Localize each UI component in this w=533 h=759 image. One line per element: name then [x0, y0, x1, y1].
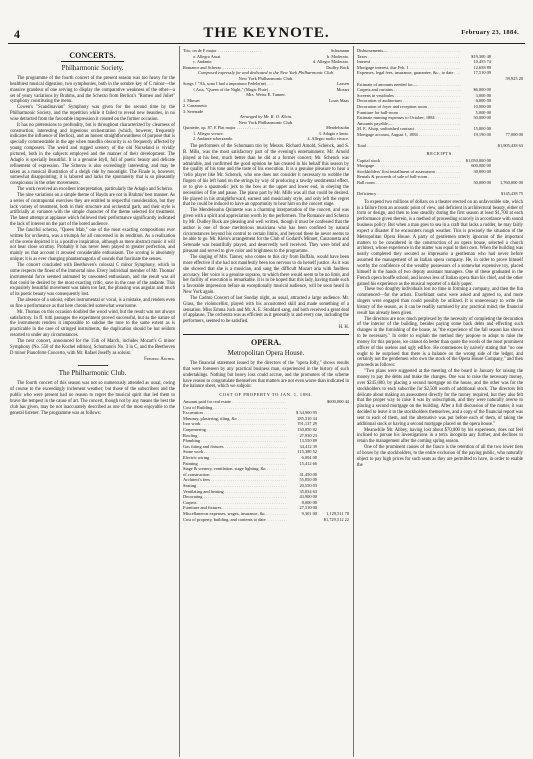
concert-programme — [183, 125, 349, 142]
table-amount: 6,000 00 — [475, 98, 491, 104]
article-body — [183, 144, 349, 325]
paragraph: The concert concluded with Beethoven's colossal C minor Symphony, which in some respects the finest of the immortal nine. Every individual member of Mr. Thomas' instrumental force seemed animated by unwonted enthusiasm, and the result was all that could be desired by the most exacting critic, save in the case of the andante. This exquisitely beautiful movement was taken too fast, the phrasing was angular and much of its poetic beauty was consequently lost. — [10, 263, 175, 298]
table-amount: 6,004 08 — [301, 454, 317, 460]
table-amount — [287, 517, 317, 523]
table-label: Mortgage account, August 1, 1884 . . . — [357, 132, 461, 138]
table-label: Gas fitting and fixtures . . . — [183, 444, 287, 450]
section-heading: CONCERTS. — [10, 51, 175, 62]
paragraph: The fourth concert of this season was not so numerously attended as usual, owing of course to the exceedingly inclement weather; but those of the subscribers and the public who were present had no reason to regret the musical spirit that led them to brave the tempest in the cause of art. The concert, though not by any means the best the club has given, may be not inaccurately described as one of the most enjoyable to the general listener. The programme was as follows: — [10, 381, 175, 416]
table-row — [183, 517, 349, 523]
table-label: Estimate of amounts needed for— . . . — [357, 82, 461, 88]
column-divider — [353, 46, 354, 757]
paragraph: The next concert, announced for the 15th of March, includes Mozart's G minor Symphony (No. 550 of the Kochel edition), Schumann's No. 3 in C, and the Beethoven D minor Pianoforte Concerto, with Mr. Rafael Joseffy as soloist. — [10, 338, 175, 356]
masthead — [8, 27, 525, 41]
byline: H. H. — [338, 325, 349, 331]
table-label: Deficiency . . . — [357, 191, 461, 197]
table-total: $600,000 44 — [327, 399, 349, 405]
table-label: Plumbing . . . — [183, 438, 287, 444]
table-amount: 3,000 00 — [475, 92, 491, 98]
financial-table — [357, 158, 523, 197]
table-total: $145,438 75 — [501, 191, 523, 197]
table-row — [357, 191, 523, 197]
table-label: Electric wiring . . . — [183, 455, 287, 461]
programme-note: Composed expressly for and dedicated to the New York Philharmonic Club. — [197, 70, 335, 75]
table-amount: 34,412 39 — [299, 443, 317, 449]
table-amount: 20,550 03 — [299, 482, 317, 488]
table-amount: 10,000 00 — [473, 103, 491, 109]
table-amount: $ 34,900 95 — [296, 410, 317, 416]
section-rule — [183, 334, 349, 335]
paragraph: The singing of Mrs. Tanner, who comes to this city from Buffalo, would have been more effective if she had not manifestly been too nervous to do herself justice. As it was she showed that she is a musician, and sang the difficult Mozart aria with faultless accuracy. Her voice is a genuine soprano, to which there would seem to be no limit, and her facility of execution is remarkable. It is to be hoped that this lady, having made such a favorable impression before an exceptionally musical audience, will be soon heard in New York again. — [183, 255, 349, 296]
paragraph: Mr. Thomas on this occasion doubled the wood wind, but the result was not always satisfactory. In ff. tutti passages the experiment proved successful, but as the nature of the instruments renders it impossible to subdue the tone to the same extent as is practicable in the case of stringed instruments, the duplication should be but seldom resorted to under any circumstances. — [10, 309, 175, 339]
programme-piece: Romance and Scherzo . . . . . . . . . . . . . . . . . . . — [183, 64, 263, 70]
table-amount: 8,000 00 — [301, 499, 317, 505]
programme-composer: Lassen — [337, 81, 349, 87]
programme-note: New York Philharmonic Club. — [238, 119, 294, 125]
table-amount: 43,900 00 — [299, 494, 317, 500]
paragraph: The absence of a soloist, either instrumental or vocal, is a mistake, and renders even so fine a performance as that here chronicled somewhat wearisome. — [10, 298, 175, 309]
table-label: Carpets and curtains . . . — [357, 87, 461, 93]
table-amount: 9,301 00 — [301, 510, 317, 516]
table-amount: 12,658 89 — [473, 64, 491, 70]
table-label: Decoration of foyer and reception room . . . — [357, 104, 461, 110]
article-separator — [78, 365, 108, 366]
column-2 — [183, 48, 349, 759]
article-heading: Philharmonic Society. — [61, 64, 124, 72]
table-amount: 17,510 09 — [473, 70, 491, 76]
table-amount: 50,000 00 — [473, 179, 491, 185]
programme-piece: a. Allegro Assai. — [193, 53, 222, 59]
programme-piece: Quintette, op. 87, E Flat major . . . . . . . . . . . . . . — [183, 125, 266, 131]
table-label: M. E. Alsop, unfinished contract . . . — [357, 126, 461, 132]
table-amount: 600,000 00 — [471, 163, 491, 169]
article-body: The financial statement issued by the directors of the "opera folly," shows results that were foreseen by any practical business man, experienced in the history of such undertakings. Nothing but heavy loss could accrue, and the promoters of the scheme have reason to congratulate themselves that matters are not even worse than indicated in the balance sheet, which we subjoin: — [183, 360, 349, 390]
table-amount: 19,190 00 — [473, 131, 491, 137]
table-label: Stone work . . . — [183, 449, 287, 455]
table-label: Estimate running expenses to October, 1884 . . . — [357, 115, 461, 121]
table-label: Decoration of auditorium . . . — [357, 98, 461, 104]
table-label: Expenses, legal fees, insurance, guarantee, &c., to date . . . — [357, 70, 461, 76]
table-label: Masonry, plastering, tiling, &c . . . — [183, 416, 287, 422]
concert-programme — [183, 98, 349, 115]
table-label: Mortgage interest, due Feb. 1 . . . — [357, 65, 461, 71]
table-amount: $19,300 48 — [471, 53, 491, 59]
paragraph: To expend two millions of dollars on a theater erected on an unfavorable site, which is a failure from an acoustic point of view, and deficient in architectural beauty, either of form or design, and then to lose steadily during the first season at least $1,700 at each performance given therein, is a method of proceeding scarcely in accordance with sound business policy. But when a man goes to sea in a craft that lacks a rudder, he may fairly expect a disaster if he encounters rough weather. This is precisely the situation of the Metropolitan Opera House. A party of gentlemen utterly ignorant of the important matters to be considered in the construction of an opera house, selected a church architect, whose experience in the matter was equal to their own. When the building was nearly completed they secured as impresario a gentleman who had never before assumed the management of an Italian opera company. He, in order to prove himself worthy the confidence of the wealthy possessors of a somewhat expensive toy, placed himself in the hands of two deputy assistant managers. One of these graduated in the French opera bouffe school, and knows less of Italian opera than his chief, and the other gained his experience as the musical reporter of a daily paper. — [357, 199, 523, 287]
programme-note: Mrs. Weiss E. Tanner. — [246, 92, 286, 98]
table-label: Amounts payable— . . . — [357, 121, 461, 127]
table-amount: $6,000 00 — [473, 87, 491, 93]
paragraph: These two doughty individuals lost no time in forming a company, and then the fun commenced—for the artists. Exorbitant sums were asked and agreed to, and more singers were engaged than could possibly be utilized. It is unnecessary to write the history of the season, as it can be readily surmised by any practical mind; the financial result has already been given. — [357, 287, 523, 316]
table-amount: 27,310 00 — [299, 505, 317, 511]
issue-date: February 23, 1884. — [461, 29, 519, 36]
programme-piece: 1. Minuet — [183, 97, 200, 103]
table-label: Stage & scenery, ventilation, stage lighting, &c . . . — [183, 466, 287, 472]
programme-composer: b. Moderato. — [326, 53, 349, 59]
paragraph: One of the prominent causes of the fiasco is the retention of all the two lower tiers of boxes by the stockholders, to the entire exclusion of the paying public, who naturally object to pay high prices for such seats as they are permitted to have, in order to enable the — [357, 445, 523, 468]
article-body — [357, 200, 523, 469]
paragraph: The fanciful scherzo, "Queen Mab," one of the most exacting compositions ever written for orchestra, was a triumph for all concerned in its rendition. As a realization of the scene depicted it is a positive inspiration, although as mere abstract music it will not bear close scrutiny. Probably it has never been played to greater perfection, and mainly on that account it aroused considerable enthusiasm. The scoring is absolutely unique; it is as ever changing phantasmagoria of sounds that fascinate the senses. — [10, 227, 175, 263]
table-label: Screens in vestibules . . . — [357, 93, 461, 99]
table-label: Amount paid for real estate . . . — [183, 399, 287, 405]
article-body — [10, 76, 175, 357]
table-label: Carpentering . . . — [183, 427, 287, 433]
table-label: Cost of property, building, and contents to date . . . — [183, 517, 287, 523]
programme-piece: 2. Canzonetta — [183, 103, 207, 109]
concert-programme — [183, 81, 349, 92]
table-amount: $1,050,000 00 — [465, 157, 491, 163]
programme-composer: 3. Adagio e lento. — [318, 130, 349, 136]
programme-piece: c. Andante. — [193, 59, 213, 64]
paragraph: Meanwhile Mr. Abbey, having lost about $70,000 by his experience, does not feel inclined to pursue his investigations in a terra incognita any further, and declines to retain the management after the coming spring season. — [357, 427, 523, 445]
paragraph: The programme of the fourth concert of the present season was too heavy for the healthiest musical digestion, two symphonies, both in the sombre key of C minor—the massive grandeur of one serving to display the comparative weakness of the other—a set of yeary variations by Brahms, and the Scherzo from Berlioz's "Romeo and Juliet" symphony constituting the menu. — [10, 76, 175, 105]
programme-note: New York Philharmonic Club. — [238, 75, 294, 81]
programme-composer: Schumann — [330, 48, 349, 53]
table-amount: 15,412 66 — [299, 460, 317, 466]
table-total: 59,925 20 — [505, 75, 523, 81]
financial-table — [183, 399, 349, 522]
table-label: Disbursements— . . . — [357, 48, 461, 54]
paragraph: The nine variations on a simple theme of Haydn are not in Brahms' best manner. As a series of contrapuntal exercises they are entitled to respectful consideration, but they lack variety of treatment, both in their structure and orchestral garb, and their style is artificially at variance with the simple character of the theme selected for treatment. The latest attempt at applause which followed their performance significantly indicated the lack of interest on the part of the bored audience. — [10, 192, 175, 228]
programme-composer: Dudley Buck — [326, 64, 349, 70]
table-row — [357, 143, 523, 149]
table-label: Cost of Building . . . — [183, 405, 287, 411]
table-label: Ventilating and heating . . . — [183, 489, 287, 495]
programme-piece: 3. Serenade — [183, 108, 204, 114]
table-amount: 191,137 29 — [297, 421, 317, 427]
programme-piece: Trio, on de F major . . . . . . . . . . . . . . . . . . . . . — [183, 48, 262, 53]
table-label: Rentals & proceeds of sale of ball-room . . . — [357, 174, 461, 180]
programme-piece: Songs { "Ah, sono I had a importuno Fedele(ne) . . . — [183, 81, 273, 87]
column-divider — [179, 46, 180, 757]
paragraph: "Two plans were suggested at the meeting of the board in January for raising the money to pay the debts and make the changes. One was to raise the necessary money, over $245,000, by placing a second mortgage on the house, and the other was for the stockholders to each subscribe for $2,500 worth of additional stock. The directors felt delicate about making an assessment directly for the money required, but they also felt that the proper way to raise it was by subscription, and they were naturally averse to placing a second mortgage on the building. After a full discussion of the matter, it was decided to leave it to the stockholders themselves, and a copy of the financial report was sent to each of them, and the alternative was put before each of them, of taking the additional stock or having a second mortgage placed on the opera house." — [357, 369, 523, 427]
table-label: Miscellaneous expenses, wages, insurance, &c . . . — [183, 511, 287, 517]
paragraph: The Mendelssohn Quintette was a charming interpretation of the concert, and was given with a spirit and appreciation worth by the performers. The Romance and Scherzo by Mr. Dudley Buck are pleasing and well written, though it must be confessed that the author is one of those meritorious musicians who has been confined by natural circumstances beyond his control to certain limits, and beyond these he never seems to be able to go. Mr. Klein's arrangement for the Club of Godard's Minuet, Canzonetta and Serenade was beautifully played, and deservedly well received. They were brief and pleasant and served to give color and brightness to the programme. — [183, 208, 349, 255]
programme-composer: d. Allegro Moderato. — [312, 59, 349, 64]
table-label: Seating . . . — [183, 483, 287, 489]
table-label: Taxes . . . — [357, 54, 461, 60]
section-heading: OPERA. — [251, 337, 281, 347]
programme-composer: Mendelssohn — [326, 125, 349, 131]
table-total: 1,760,000 00 — [499, 179, 523, 185]
table-label: Ball room . . . — [357, 180, 461, 186]
programme-note: Arranged by Mr. R. O. Klein. — [239, 114, 293, 120]
table-total: $1,729,512 22 — [323, 516, 349, 522]
article-body — [10, 381, 175, 416]
table-title: COST OF PROPERTY TO JAN. 1, 1884. — [219, 392, 313, 398]
article-heading: Metropolitan Opera House. — [227, 348, 305, 357]
table-amount: 55,850 00 — [299, 477, 317, 483]
table-label: Capital stock . . . — [357, 158, 461, 164]
table-amount: 15,000 00 — [473, 126, 491, 132]
table-title: RECEIPTS. — [426, 150, 454, 156]
table-label: Excavation . . . — [183, 410, 287, 416]
table-amount: 13,550 89 — [299, 438, 317, 444]
table-amount: 50,000 00 — [473, 115, 491, 121]
table-amount: 27,930 23 — [299, 432, 317, 438]
programme-piece: { Aria, "Queen of the Night," (Magic Flute) . . . — [193, 86, 275, 92]
table-label: Architect's fees . . . — [183, 477, 287, 483]
table-label: Roofing . . . — [183, 433, 287, 439]
programme-piece: 1. Allegro vivace. — [193, 130, 224, 136]
table-label: Decorating . . . — [183, 494, 287, 500]
table-amount — [461, 143, 491, 149]
table-amount — [461, 191, 491, 197]
byline: Frederic Archer. — [144, 356, 175, 362]
article-heading: The Philharmonic Club. — [58, 369, 127, 378]
programme-composer: 4. Allegro molto vivace. — [307, 136, 349, 142]
table-amount: 115,380 52 — [297, 449, 317, 455]
table-amount: 30,000 00 — [473, 168, 491, 174]
column-1 — [10, 48, 175, 759]
table-amount: 285,310 34 — [297, 415, 317, 421]
paragraph: The work received an excellent interpretation, particularly the Adagio and Scherzo. — [17, 187, 174, 193]
table-label: Mortgage . . . — [357, 163, 461, 169]
table-amount: 5,000 00 — [475, 109, 491, 115]
table-total: $1,905,438 63 — [497, 143, 523, 149]
table-label: Painting . . . — [183, 461, 287, 467]
paragraph: The Cadmo Concert of last Sunday night, as usual, attracted a large audience. Mr. Glass, the violoncellist, played with his accustomed skill and made something of a sensation. Miss Emma Juch and Mr. A. E. Stoddard sang, and both received a great deal of applause. The orchestra was as efficient as it generally is and every one, including the performers, seemed to be satisfied. — [183, 295, 349, 325]
table-label: Stockholders' first installment of assessment . . . — [357, 169, 461, 175]
page-number: 4 — [14, 27, 20, 41]
programme-composer: Louis Maas — [328, 97, 349, 103]
concert-programme — [183, 48, 349, 70]
table-label: Carpets . . . — [183, 500, 287, 506]
table-amount: 41,450 00 — [299, 471, 317, 477]
table-label: Furniture and fixtures . . . — [183, 505, 287, 511]
table-amount: 35,834 63 — [299, 488, 317, 494]
table-label: Total . . . — [357, 143, 461, 149]
paragraph: The directors are now much perplexed by the necessity of completing the decoration of the interior of the building, besides paying some back debts and effecting such changes in the furnishing of the house, as "the experience of the fall season has shown to be necessary." In order to explain the method they propose to adopt to raise the money for this purpose, we cannot do better than quote the words of the most prominent officer of this useless and ugly edifice. He commences by naively stating that "no one ought to be surprised that there is a balance on the wrong side of the ledger, and certainly not the gentlemen who own the stock of the Opera House Company," and then proceeds as follows: — [357, 316, 523, 369]
financial-table — [357, 48, 523, 149]
table-total: 1,129,511 78 — [326, 510, 349, 516]
table-total: 77,000 00 — [505, 131, 523, 137]
masthead-rule — [8, 43, 525, 44]
table-amount: 10,455 74 — [473, 59, 491, 65]
paragraph: Cowen's "Scandinavian" Symphony was given for the second time by the Philharmonic Society, and the repetition while it failed to reveal new beauties, in no wise detracted from the favorable impression it created on the former occasion. — [10, 105, 175, 122]
table-label: Furniture for ball-room . . . — [357, 110, 461, 116]
newspaper-title: THE KEYNOTE. — [203, 25, 330, 41]
programme-piece: 2. Andante scherzando. — [193, 136, 234, 142]
table-label: Interest . . . — [357, 59, 461, 65]
table-label: of construction . . . — [183, 472, 287, 478]
paragraph: The performers of the Schumann trio by Messrs. Richard Arnold, Schenck, and S. B. Mills, was the most satisfactory part of the evening's entertainment. Mr. Arnold played at his best, much better than he did at a former concert; Mr. Schenck was admirable, and confirmed the good opinion he has created in his behalf this season by the quality of his tone and the taste of his execution. It is a genuine pleasure to hear a 'cello player like Mr. Schenck, who one does not consider it necessary to wobble the fingers of his left hand on the strings by way of producing a tawdry sentimental effect, or to give a spasmodic jerk to the bow at the upper and lower end, in obeying the necessities of fire and pause. The piano part by Mr. Mills was all that could be desired. He played in his straightforward, earnest and musicianly style, and only left the regret that he could be induced to have an opportunity to hear him on the concert stage. — [183, 143, 349, 208]
paragraph: It has no pretensions to profundity, but is throughout characterized by clearness of construction, interesting and ingenious orchestration (which, however, frequently indicates the influence of Berlioz), and an honest straightforwardness of purpose that is specially commendable in the age when maudlin obscurity is so frequently affected by young composers. The weird and rugged scenery of the old Norseland is vividly pictured, both in the subjects employed and the manner of their development. The Adagio is specially beautiful. It is a genuine Idyll, full of poetic beauty and delicate refinement of expression. The Scherzo is also exceedingly interesting, and may be taken as a musical illustration of a sleigh ride by moonlight. The Finale is, however, somewhat disappointing; it is labored and lacks the spontaneity that is so pleasantly conspicuous in the other movements. — [10, 122, 175, 187]
column-3 — [357, 48, 523, 759]
table-label: Iron work . . . — [183, 421, 287, 427]
programme-composer: Mozart — [336, 86, 349, 92]
table-amount: 130,850 82 — [297, 427, 317, 432]
